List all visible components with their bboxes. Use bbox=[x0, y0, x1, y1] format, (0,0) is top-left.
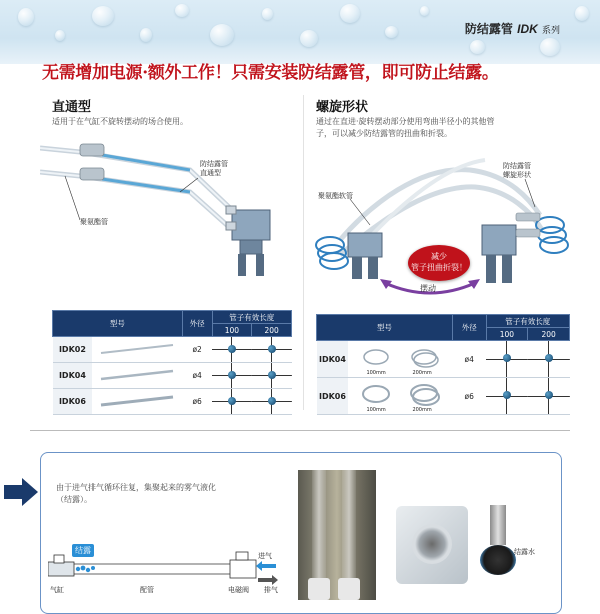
right-arrow-icon bbox=[4, 478, 38, 506]
left-spec-table bbox=[52, 310, 292, 415]
description-line: 通过在直进·旋转摆动部分使用弯曲半径小的其他管 bbox=[316, 117, 495, 126]
description-line: 子，可以减少防结露管的扭曲和折裂。 bbox=[316, 129, 452, 138]
img-label-200: 200mm bbox=[412, 407, 432, 413]
table-row bbox=[317, 341, 570, 378]
droplet bbox=[385, 26, 398, 38]
droplet bbox=[262, 8, 273, 20]
droplet bbox=[300, 30, 318, 47]
condensation-badge: 结露 bbox=[72, 544, 94, 557]
row-od: ø2 bbox=[182, 337, 212, 363]
available-dot-icon bbox=[268, 397, 276, 405]
right-section-title: 螺旋形状 bbox=[316, 100, 369, 115]
spiral-tube-images bbox=[348, 341, 452, 378]
table-row bbox=[53, 337, 292, 363]
available-dot-icon bbox=[268, 371, 276, 379]
availability-cell bbox=[212, 389, 252, 415]
section-divider bbox=[30, 430, 570, 431]
brand-name: 防结露管 bbox=[464, 22, 513, 36]
availability-cell bbox=[252, 337, 292, 363]
available-dot-icon bbox=[503, 354, 511, 362]
droplet bbox=[340, 4, 360, 23]
row-model: IDK06 bbox=[317, 378, 349, 415]
tube-image bbox=[92, 389, 182, 415]
condensation-description bbox=[56, 482, 216, 506]
reduce-kink-badge bbox=[408, 245, 470, 281]
availability-cell bbox=[252, 363, 292, 389]
droplet bbox=[210, 24, 234, 46]
label-exhaust: 排气 bbox=[264, 586, 278, 594]
row-model: IDK06 bbox=[53, 389, 93, 415]
callout-line: 螺旋形状 bbox=[503, 171, 531, 179]
availability-cell bbox=[528, 378, 570, 415]
right-callout-tube bbox=[503, 162, 531, 180]
row-od: ø4 bbox=[182, 363, 212, 389]
col-header-200: 200 bbox=[252, 324, 292, 337]
available-dot-icon bbox=[228, 345, 236, 353]
col-header-model: 型号 bbox=[317, 315, 453, 341]
droplet bbox=[18, 8, 34, 26]
photo-condensed-tubes bbox=[298, 470, 376, 600]
label-piping: 配管 bbox=[140, 586, 154, 594]
column-divider bbox=[303, 95, 304, 410]
availability-cell bbox=[252, 389, 292, 415]
badge-line: 减少 bbox=[431, 252, 447, 261]
header-banner bbox=[0, 0, 600, 64]
left-section-title: 直通型 bbox=[52, 100, 92, 115]
available-dot-icon bbox=[545, 391, 553, 399]
fitting-stem bbox=[490, 505, 506, 545]
left-callout-tube bbox=[200, 160, 228, 178]
col-header-od: 外径 bbox=[452, 315, 486, 341]
table-row bbox=[53, 363, 292, 389]
tube-image bbox=[92, 337, 182, 363]
col-header-200: 200 bbox=[528, 328, 570, 341]
description-line: （结露）。 bbox=[56, 495, 92, 504]
col-header-length: 管子有效长度 bbox=[486, 315, 569, 328]
fitting-shape bbox=[308, 578, 330, 600]
description-line: 由于进气排气循环往复，集聚起来的雾气液化 bbox=[56, 483, 216, 492]
row-od: ø6 bbox=[452, 378, 486, 415]
col-header-100: 100 bbox=[486, 328, 528, 341]
available-dot-icon bbox=[545, 354, 553, 362]
img-label-200: 200mm bbox=[412, 370, 432, 376]
droplet bbox=[470, 40, 485, 54]
row-model: IDK02 bbox=[53, 337, 93, 363]
available-dot-icon bbox=[228, 397, 236, 405]
availability-cell bbox=[212, 363, 252, 389]
col-header-100: 100 bbox=[212, 324, 252, 337]
droplet bbox=[55, 30, 65, 41]
callout-line: 防结露管 bbox=[200, 160, 228, 168]
droplet bbox=[540, 38, 560, 56]
brand-title bbox=[465, 20, 560, 37]
row-model: IDK04 bbox=[53, 363, 93, 389]
left-section-description: 适用于在气缸不旋转摆动的场合使用。 bbox=[52, 117, 188, 126]
photo-cylinder-block bbox=[392, 500, 472, 590]
droplet bbox=[140, 28, 152, 42]
brand-model: IDK bbox=[517, 22, 538, 36]
right-callout-soft-tube: 聚氨酯软管 bbox=[318, 192, 353, 200]
badge-line: 管子扭曲折裂！ bbox=[411, 263, 467, 272]
droplet bbox=[175, 4, 189, 17]
tube-image bbox=[92, 363, 182, 389]
available-dot-icon bbox=[268, 345, 276, 353]
fitting-base bbox=[480, 545, 516, 575]
label-valve: 电磁阀 bbox=[228, 586, 249, 594]
callout-line: 防结露管 bbox=[503, 162, 531, 170]
col-header-length: 管子有效长度 bbox=[212, 311, 291, 324]
row-od: ø4 bbox=[452, 341, 486, 378]
table-row bbox=[317, 378, 570, 415]
left-callout-polyurethane: 聚氨酯管 bbox=[80, 218, 108, 226]
callout-line: 直通型 bbox=[200, 169, 221, 177]
droplet bbox=[92, 6, 114, 26]
headline: 无需增加电源·额外工作！只需安装防结露管，即可防止结露。 bbox=[42, 63, 499, 83]
img-label-100: 100mm bbox=[366, 407, 386, 413]
label-cylinder: 气缸 bbox=[50, 586, 64, 594]
photo-fitting bbox=[478, 505, 518, 595]
right-section-description bbox=[316, 116, 495, 140]
availability-cell bbox=[212, 337, 252, 363]
available-dot-icon bbox=[503, 391, 511, 399]
brand-series: 系列 bbox=[541, 26, 560, 36]
swing-label: 摆动 bbox=[420, 284, 436, 293]
right-spec-table bbox=[316, 314, 570, 415]
row-model: IDK04 bbox=[317, 341, 349, 378]
availability-cell bbox=[486, 378, 528, 415]
condensation-water-label: 结露水 bbox=[514, 548, 535, 556]
droplet bbox=[575, 6, 589, 21]
img-label-100: 100mm bbox=[366, 370, 386, 376]
bore-shape bbox=[412, 524, 452, 564]
col-header-model: 型号 bbox=[53, 311, 183, 337]
fitting-shape bbox=[338, 578, 360, 600]
label-intake: 进气 bbox=[258, 552, 272, 560]
straight-tube-illustration bbox=[40, 130, 295, 300]
spiral-tube-images bbox=[348, 378, 452, 415]
spiral-tube-illustration bbox=[310, 145, 570, 305]
row-od: ø6 bbox=[182, 389, 212, 415]
availability-cell bbox=[528, 341, 570, 378]
col-header-od: 外径 bbox=[182, 311, 212, 337]
available-dot-icon bbox=[228, 371, 236, 379]
availability-cell bbox=[486, 341, 528, 378]
table-row bbox=[53, 389, 292, 415]
droplet bbox=[420, 6, 429, 16]
